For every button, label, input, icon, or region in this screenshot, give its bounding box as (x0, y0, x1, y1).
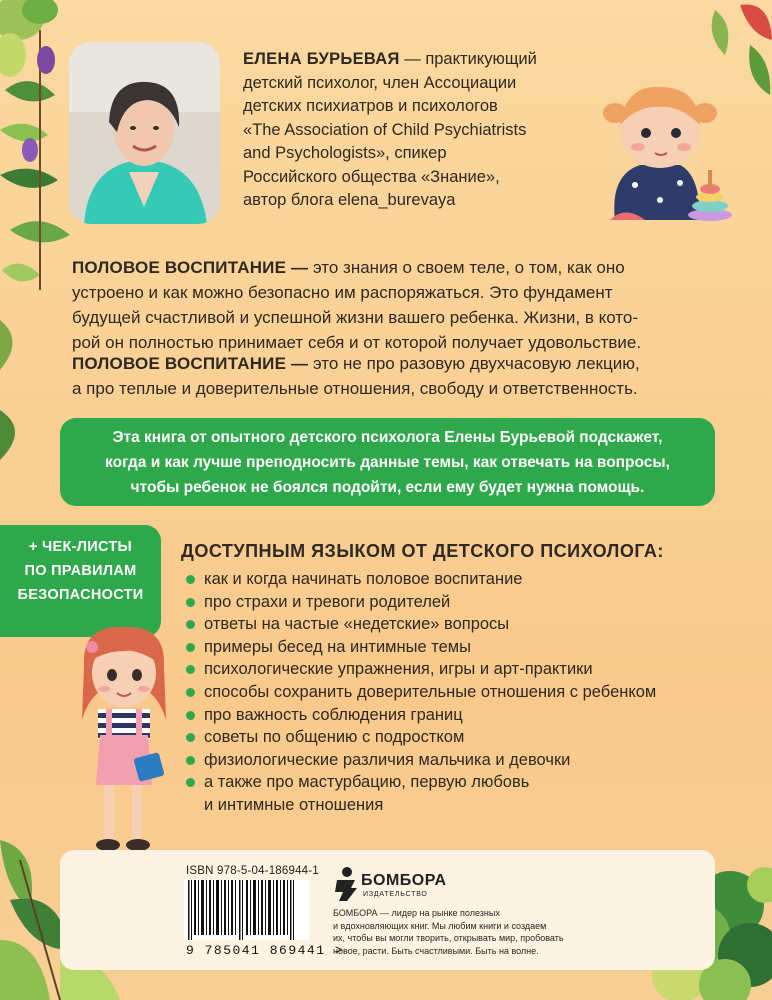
highlight-line: чтобы ребенок не боялся подойти, если ему будет нужна помощь. (130, 479, 645, 496)
bullet-dot-icon (186, 778, 195, 787)
publisher-sub: ИЗДАТЕЛЬСТВО (363, 891, 428, 898)
paragraph-line: а про теплые и доверительные отношения, свободу и ответственность. (72, 379, 638, 398)
paragraph-line: это не про разовую двухчасовую лекцию, (308, 354, 640, 373)
author-photo (69, 42, 220, 224)
features-title: ДОСТУПНЫМ ЯЗЫКОМ ОТ ДЕТСКОГО ПСИХОЛОГА: (181, 541, 664, 561)
barcode (184, 880, 309, 940)
highlight-line: Эта книга от опытного детского психолога Елены Бурьевой подскажет, (112, 429, 663, 446)
paragraph-sex-education-definition (72, 255, 712, 355)
bio-line: Российского общества «Знание», (243, 167, 500, 186)
bullet-dot-icon (186, 575, 195, 584)
barcode-digits: 9 785041 869441 > (186, 943, 345, 958)
list-item: ответы на частые «недетские» вопросы (184, 613, 656, 636)
features-list (184, 568, 656, 817)
bullet-dot-icon (186, 711, 195, 720)
leaves-left-mid-illustration (0, 300, 40, 500)
tab-line: ПО ПРАВИЛАМ (24, 563, 137, 579)
paragraph-line: рой он полностью принимает себя и от которой получает удовольствие. (72, 333, 642, 352)
paragraph-lead: ПОЛОВОЕ ВОСПИТАНИЕ — (72, 258, 309, 277)
bullet-dot-icon (186, 620, 195, 629)
bullet-dot-icon (186, 688, 195, 697)
paragraph-line: это знания о своем теле, о том, как оно (308, 258, 625, 277)
tab-line: + ЧЕК-ЛИСТЫ (28, 539, 133, 555)
list-item: советы по общению с подростком (184, 726, 656, 749)
list-item: способы сохранить доверительные отношения с ребенком (184, 681, 656, 704)
bullet-dot-icon (186, 733, 195, 742)
list-item: про важность соблюдения границ (184, 704, 656, 727)
paragraph-line: устроено и как можно безопасно им распоряжаться. Это фундамент (72, 283, 613, 302)
bio-line: детских психиатров и психологов (243, 97, 498, 115)
bio-line: детский психолог, член Ассоциации (243, 73, 517, 92)
list-item: про страхи и тревоги родителей (184, 591, 656, 614)
bio-line: — практикующий (399, 50, 537, 68)
leaves-top-left-illustration (0, 0, 80, 300)
bio-line: «The Association of Child Psychiatrists (243, 120, 527, 139)
author-bio (243, 48, 603, 213)
publisher-description: БОМБОРА — лидер на рынке полезных и вдохновляющих книг. Мы любим книги и создаем их, чтобы вы могли творить, открывать мир, пробовать новое, расти. Быть счастливыми. Быть на волне. (333, 908, 564, 956)
list-item: психологические упражнения, игры и арт-практики (184, 658, 656, 681)
list-item: примеры бесед на интимные темы (184, 636, 656, 659)
baby-girl-illustration (590, 75, 735, 225)
bullet-dot-icon (186, 643, 195, 652)
bombora-logo-icon (333, 866, 359, 902)
list-item: как и когда начинать половое воспитание (184, 568, 656, 591)
isbn-text: ISBN 978-5-04-186944-1 (186, 865, 319, 877)
list-item: а также про мастурбацию, первую любовь (184, 771, 656, 794)
paragraph-line: будущей счастливой и успешной жизни вашего ребенка. Жизни, в кото- (72, 308, 639, 327)
highlight-line: когда и как лучше преподносить данные темы, как отвечать на вопросы, (105, 454, 670, 471)
bullet-dot-icon (186, 756, 195, 765)
publisher-name: БОМБОРА (361, 872, 447, 889)
bullet-dot-icon (186, 665, 195, 674)
bio-line: and Psychologists», спикер (243, 144, 447, 162)
paragraph-sex-education-approach (72, 351, 712, 401)
checklist-tab (0, 525, 161, 637)
tab-line: БЕЗОПАСНОСТИ (17, 587, 144, 603)
paragraph-lead: ПОЛОВОЕ ВОСПИТАНИЕ — (72, 354, 309, 373)
list-item: физиологические различия мальчика и девочки (184, 749, 656, 772)
highlight-box (60, 418, 715, 506)
bullet-dot-icon (186, 598, 195, 607)
list-item-continuation: и интимные отношения (204, 795, 384, 814)
author-name: ЕЛЕНА БУРЬЕВАЯ (243, 50, 400, 68)
bio-line: автор блога elena_burevaya (243, 191, 456, 209)
